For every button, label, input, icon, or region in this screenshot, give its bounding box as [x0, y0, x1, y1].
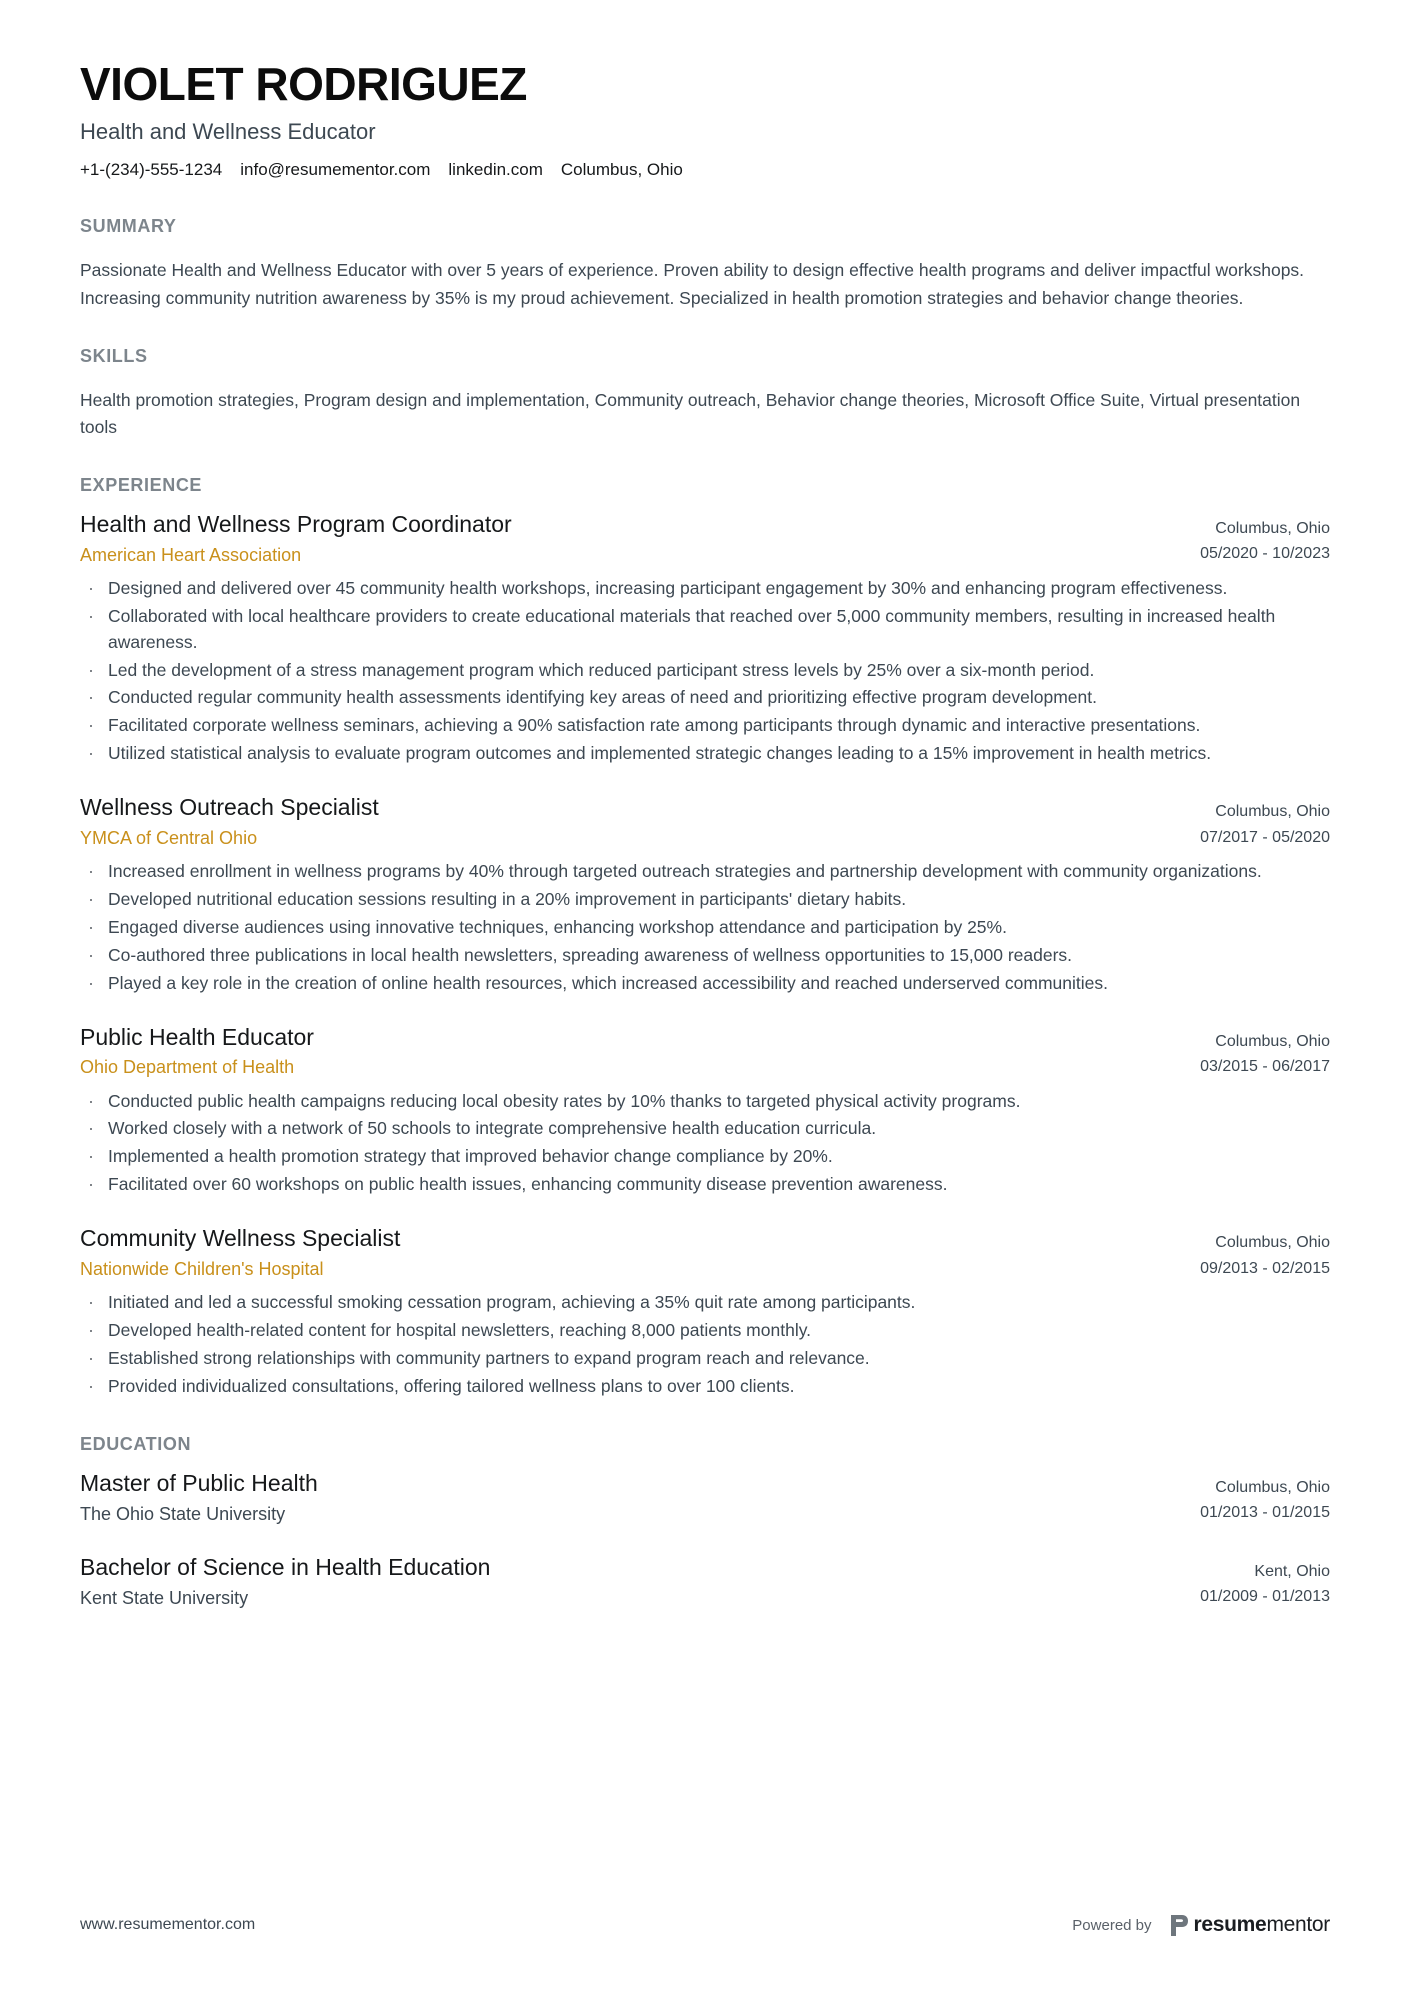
- job-location: Columbus, Ohio: [1215, 1032, 1330, 1050]
- education-entry: [80, 1469, 1330, 1527]
- job-bullet: · Developed health-related content for hospital newsletters, reaching 8,000 patients monthly.: [80, 1318, 1330, 1344]
- resumementor-logo: [1170, 1913, 1330, 1937]
- job-title: Community Wellness Specialist: [80, 1225, 401, 1252]
- school-dates: 01/2013 - 01/2015: [1200, 1504, 1330, 1522]
- section-title-summary: SUMMARY: [80, 216, 177, 237]
- candidate-headline: Health and Wellness Educator: [80, 119, 376, 145]
- job-bullet: · Worked closely with a network of 50 schools to integrate comprehensive health education curricula.: [80, 1116, 1330, 1142]
- education-entry-right: [1200, 1469, 1330, 1526]
- education-entry-head: [80, 1553, 1330, 1611]
- job-location: Columbus, Ohio: [1215, 1234, 1330, 1252]
- job-bullet: · Facilitated over 60 workshops on public health issues, enhancing community disease prevention awareness.: [80, 1172, 1330, 1198]
- education-entry-left: [80, 1553, 1200, 1611]
- contact-row: [80, 157, 1330, 183]
- section-summary: [80, 216, 1330, 311]
- section-title-education: EDUCATION: [80, 1433, 192, 1454]
- job-title: Public Health Educator: [80, 1023, 314, 1050]
- job-bullets: [80, 576, 1330, 767]
- experience-entry-left: [80, 1023, 1200, 1081]
- job-location: Columbus, Ohio: [1215, 803, 1330, 821]
- contact-phone[interactable]: +1-(234)-555-1234: [80, 159, 223, 179]
- school-name: The Ohio State University: [80, 1503, 286, 1524]
- job-dates: 09/2013 - 02/2015: [1200, 1259, 1330, 1277]
- experience-entry: [80, 793, 1330, 996]
- section-experience: [80, 475, 1330, 1400]
- summary-text: Passionate Health and Wellness Educator with over 5 years of experience. Proven ability to design effective health programs and deliver impactful workshops. Increasing community nutrition awareness by 35% is my proud achievement. Specialized in health promotion strategies and behavior change theories.: [80, 260, 1305, 308]
- powered-by-label: Powered by: [1072, 1916, 1152, 1934]
- job-bullet: · Conducted public health campaigns reducing local obesity rates by 10% thanks to targeted physical activity programs.: [80, 1089, 1330, 1115]
- job-dates: 03/2015 - 06/2017: [1200, 1058, 1330, 1076]
- experience-entry-head: [80, 1023, 1330, 1081]
- experience-entry-head: [80, 510, 1330, 568]
- experience-entry: [80, 510, 1330, 767]
- job-title: Health and Wellness Program Coordinator: [80, 510, 512, 537]
- school-name: Kent State University: [80, 1587, 249, 1608]
- job-bullets: [80, 1089, 1330, 1199]
- job-bullets: [80, 1290, 1330, 1400]
- job-bullet: · Established strong relationships with community partners to expand program reach and relevance.: [80, 1346, 1330, 1372]
- job-location: Columbus, Ohio: [1215, 519, 1330, 537]
- job-bullet: · Utilized statistical analysis to evaluate program outcomes and implemented strategic changes leading to a 15% improvement in health metrics.: [80, 741, 1330, 767]
- education-entry-head: [80, 1469, 1330, 1527]
- resumementor-mark-icon: [1170, 1914, 1189, 1937]
- education-entry-right: [1200, 1553, 1330, 1610]
- job-bullet: · Played a key role in the creation of online health resources, which increased accessibility and reached underserved communities.: [80, 971, 1330, 997]
- job-bullet: · Collaborated with local healthcare providers to create educational materials that reached over 5,000 community members, resulting in increased health awareness.: [80, 604, 1330, 656]
- job-bullet: · Developed nutritional education sessions resulting in a 20% improvement in participants' dietary habits.: [80, 887, 1330, 913]
- job-title: Wellness Outreach Specialist: [80, 794, 379, 821]
- footer-url[interactable]: www.resumementor.com: [80, 1916, 256, 1933]
- contact-linkedin[interactable]: linkedin.com: [448, 159, 543, 179]
- section-title-skills: SKILLS: [80, 345, 148, 366]
- job-bullet: · Led the development of a stress management program which reduced participant stress levels by 25% over a six-month period.: [80, 658, 1330, 684]
- experience-entry-head: [80, 793, 1330, 851]
- school-location: Kent, Ohio: [1254, 1562, 1330, 1580]
- experience-entry-right: [1200, 793, 1330, 850]
- job-bullet: · Increased enrollment in wellness programs by 40% through targeted outreach strategies and partnership development with community organizations.: [80, 859, 1330, 885]
- experience-entry-left: [80, 510, 1200, 568]
- experience-entry: [80, 1224, 1330, 1400]
- section-title-experience: EXPERIENCE: [80, 474, 203, 495]
- job-bullet: · Provided individualized consultations, offering tailored wellness plans to over 100 clients.: [80, 1374, 1330, 1400]
- job-bullet: · Initiated and led a successful smoking cessation program, achieving a 35% quit rate among participants.: [80, 1290, 1330, 1316]
- job-organization: YMCA of Central Ohio: [80, 828, 258, 848]
- section-skills: [80, 346, 1330, 441]
- brand-light-text: mentor: [1266, 1913, 1330, 1936]
- candidate-name: VIOLET RODRIGUEZ: [80, 58, 527, 110]
- education-entry-left: [80, 1469, 1200, 1527]
- resumementor-wordmark: [1194, 1913, 1330, 1937]
- skills-text: Health promotion strategies, Program design and implementation, Community outreach, Behavior change theories, Microsoft Office Suite, Virtual presentation tools: [80, 389, 1301, 437]
- experience-entry-left: [80, 793, 1200, 851]
- school-location: Columbus, Ohio: [1215, 1478, 1330, 1496]
- school-dates: 01/2009 - 01/2013: [1200, 1588, 1330, 1606]
- job-bullets: [80, 859, 1330, 996]
- resume-header: [80, 60, 1330, 182]
- contact-location: Columbus, Ohio: [560, 159, 683, 179]
- job-dates: 05/2020 - 10/2023: [1200, 545, 1330, 563]
- page-footer: [80, 1913, 1330, 1937]
- education-entry: [80, 1553, 1330, 1611]
- experience-entry-right: [1200, 1224, 1330, 1281]
- footer-branding: [1072, 1913, 1330, 1937]
- experience-entry: [80, 1023, 1330, 1199]
- job-bullet: · Engaged diverse audiences using innovative techniques, enhancing workshop attendance and participation by 25%.: [80, 915, 1330, 941]
- job-organization: Ohio Department of Health: [80, 1057, 295, 1078]
- job-bullet: · Designed and delivered over 45 community health workshops, increasing participant engagement by 30% and enhancing program effectiveness.: [80, 576, 1330, 602]
- experience-entry-left: [80, 1224, 1200, 1282]
- job-organization: Nationwide Children's Hospital: [80, 1258, 324, 1279]
- degree-title: Bachelor of Science in Health Education: [80, 1553, 491, 1580]
- job-bullet: · Implemented a health promotion strategy that improved behavior change compliance by 20%.: [80, 1144, 1330, 1170]
- degree-title: Master of Public Health: [80, 1469, 318, 1496]
- contact-email[interactable]: info@resumementor.com: [240, 159, 431, 179]
- section-education: [80, 1434, 1330, 1611]
- job-organization: American Heart Association: [80, 544, 302, 565]
- experience-entry-right: [1200, 1023, 1330, 1080]
- brand-bold-text: resume: [1193, 1913, 1267, 1936]
- job-bullet: · Facilitated corporate wellness seminars, achieving a 90% satisfaction rate among participants through dynamic and interactive presentations.: [80, 713, 1330, 739]
- experience-entry-right: [1200, 510, 1330, 567]
- experience-entry-head: [80, 1224, 1330, 1282]
- job-bullet: · Conducted regular community health assessments identifying key areas of need and prioritizing effective program development.: [80, 685, 1330, 711]
- job-bullet: · Co-authored three publications in local health newsletters, spreading awareness of wellness opportunities to 15,000 readers.: [80, 943, 1330, 969]
- job-dates: 07/2017 - 05/2020: [1200, 828, 1330, 846]
